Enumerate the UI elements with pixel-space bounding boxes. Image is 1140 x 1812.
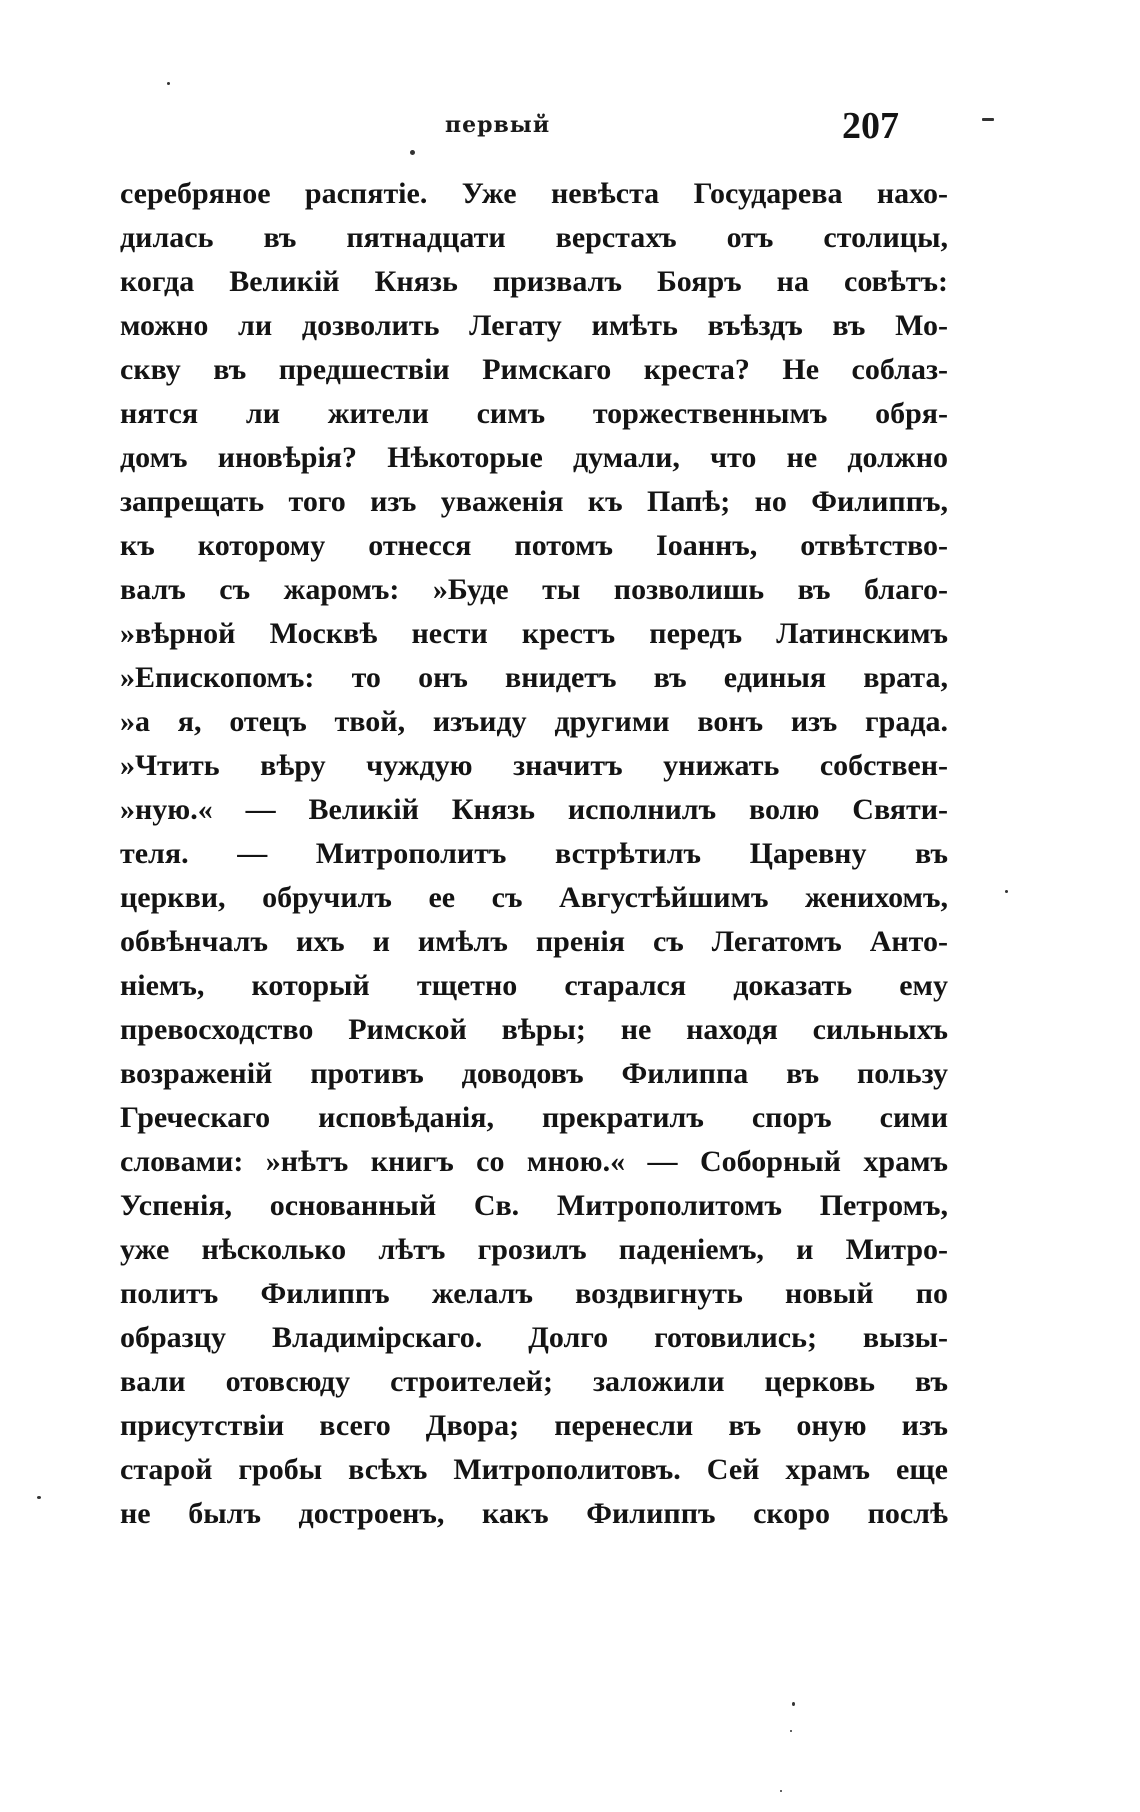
scan-speck (780, 1790, 782, 1792)
text-line: »вѣрной Москвѣ нести крестъ передъ Латинскимъ (120, 617, 948, 650)
scan-speck (792, 1702, 795, 1706)
text-line: превосходство Римской вѣры; не находя сильныхъ (120, 1013, 948, 1046)
text-line: валъ съ жаромъ: »Буде ты позволишь въ благо- (120, 573, 948, 606)
text-line: теля. — Митрополитъ встрѣтилъ Царевну въ (120, 837, 948, 870)
text-line: »Чтить вѣру чуждую значитъ унижать собствен- (120, 749, 948, 782)
text-line: нятся ли жители симъ торжественнымъ обря- (120, 397, 948, 430)
text-line: »а я, отецъ твой, изъиду другими вонъ изъ града. (120, 705, 948, 738)
page-number: 207 (842, 105, 899, 147)
text-line: домъ иновѣрія? Нѣкоторые думали, что не должно (120, 441, 948, 474)
scan-speck (790, 1730, 792, 1732)
text-line: когда Великій Князь призвалъ Бояръ на совѣтъ: (120, 265, 948, 298)
text-line: »ную.« — Великій Князь исполнилъ волю Святи- (120, 793, 948, 826)
scan-speck (37, 1496, 41, 1499)
text-line: дилась въ пятнадцати верстахъ отъ столицы, (120, 221, 948, 254)
text-line: словами: »нѣтъ книгъ со мною.« — Соборный храмъ (120, 1145, 948, 1178)
text-line: уже нѣсколько лѣтъ грозилъ паденіемъ, и Митро- (120, 1233, 948, 1266)
text-line: обвѣнчалъ ихъ и имѣлъ пренія съ Легатомъ Анто- (120, 925, 948, 958)
text-line: серебряное распятіе. Уже невѣста Государева нахо- (120, 177, 948, 210)
scan-speck (410, 150, 415, 155)
text-line: старой гробы всѣхъ Митрополитовъ. Сей храмъ еще (120, 1453, 948, 1486)
text-line: запрещать того изъ уваженія къ Папѣ; но Филиппъ, (120, 485, 948, 518)
text-line: можно ли дозволить Легату имѣть въѣздъ въ Мо- (120, 309, 948, 342)
text-line: возраженій противъ доводовъ Филиппа въ пользу (120, 1057, 948, 1090)
text-line: церкви, обручилъ ее съ Августѣйшимъ женихомъ, (120, 881, 948, 914)
text-line: ніемъ, который тщетно старался доказать ему (120, 969, 948, 1002)
text-line: не былъ достроенъ, какъ Филиппъ скоро послѣ (120, 1497, 948, 1530)
text-line: присутствіи всего Двора; перенесли въ оную изъ (120, 1409, 948, 1442)
text-line: къ которому отнесся потомъ Іоаннъ, отвѣтство- (120, 529, 948, 562)
text-line: скву въ предшествіи Римскаго креста? Не соблаз- (120, 353, 948, 386)
text-line: »Епископомъ: то онъ внидетъ въ единыя врата, (120, 661, 948, 694)
text-line: Успенія, основанный Св. Митрополитомъ Петромъ, (120, 1189, 948, 1222)
scan-speck (167, 82, 170, 85)
text-line: Греческаго исповѣданія, прекратилъ споръ сими (120, 1101, 948, 1134)
running-head: первый (445, 112, 551, 138)
text-line: образцу Владимірскаго. Долго готовились; вызы- (120, 1321, 948, 1354)
scan-speck (982, 118, 994, 121)
body-text (120, 172, 948, 1536)
scan-speck (1005, 890, 1008, 893)
text-line: политъ Филиппъ желалъ воздвигнуть новый по (120, 1277, 948, 1310)
text-line: вали отовсюду строителей; заложили церковь въ (120, 1365, 948, 1398)
